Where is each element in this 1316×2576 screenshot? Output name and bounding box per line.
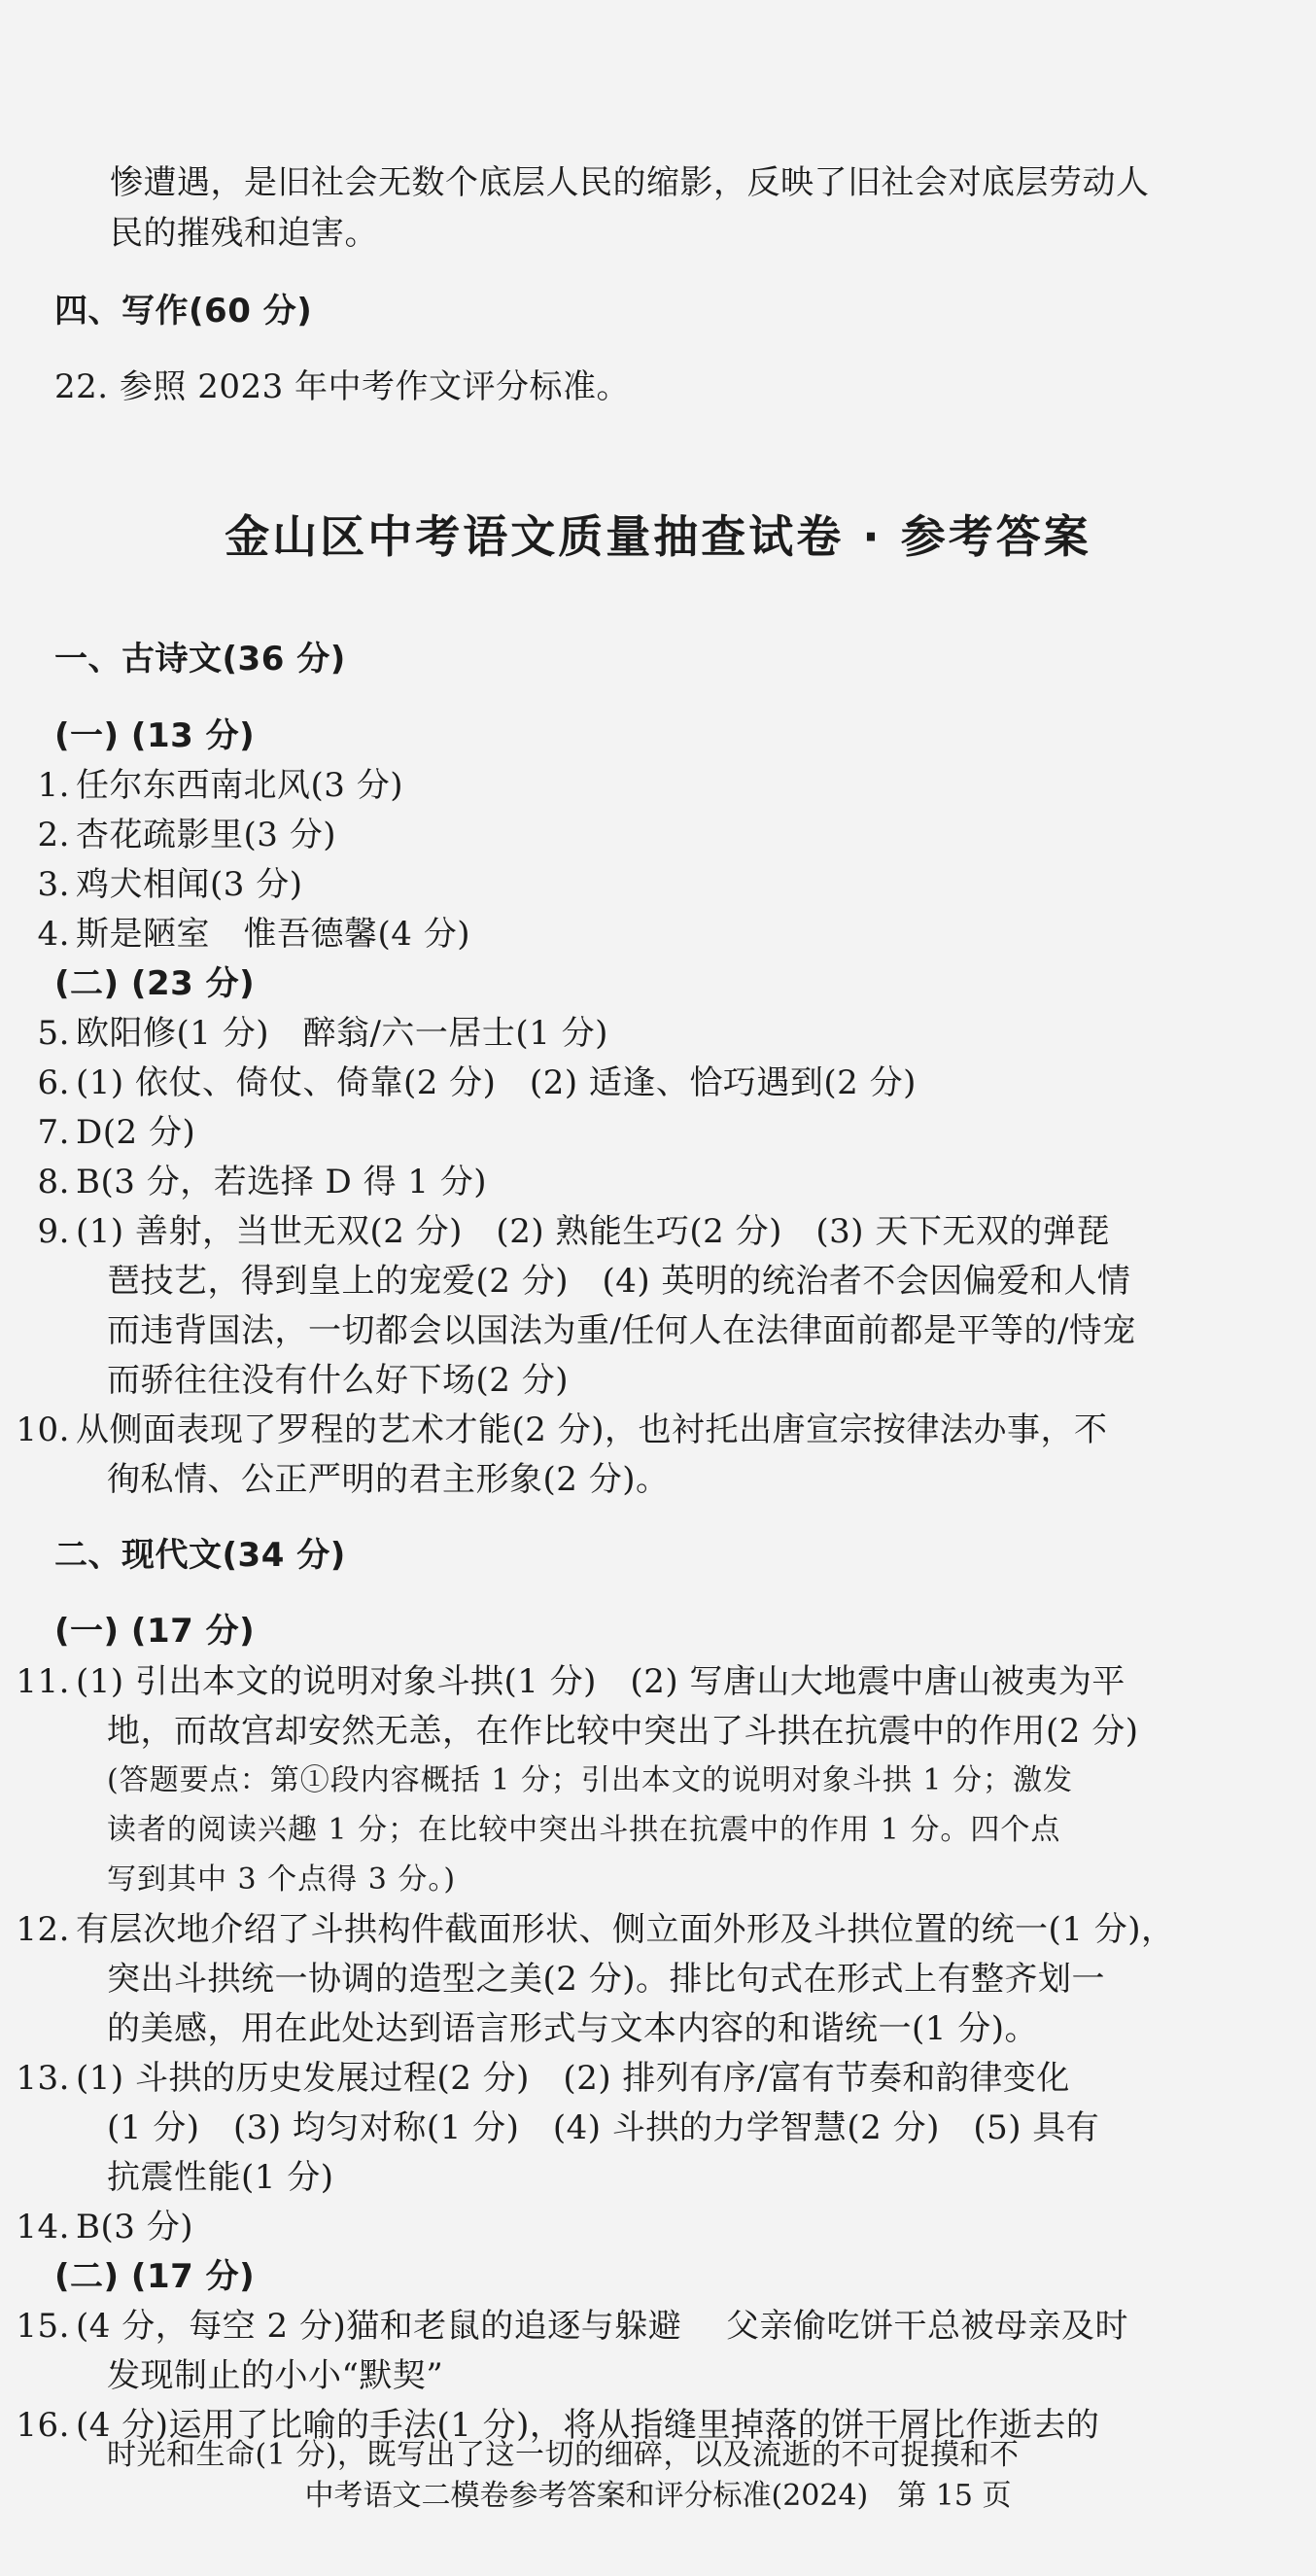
answer-text: 任尔东西南北风(3 分) [76, 766, 403, 805]
text-line: 琶技艺，得到皇上的宠爱(2 分) (4) 英明的统治者不会因偏爱和人情 [107, 1262, 1131, 1301]
answer-text: (1) 依仗、倚仗、倚靠(2 分) (2) 适逢、恰巧遇到(2 分) [76, 1063, 917, 1102]
question-number: 16. [16, 2406, 70, 2445]
answer-text: (4 分，每空 2 分)猫和老鼠的追逐与躲避 父亲偷吃饼干总被母亲及时 [76, 2307, 1129, 2346]
subsection-heading: (二) (23 分) [54, 964, 256, 1003]
text-line: 而骄往往没有什么好下场(2 分) [107, 1361, 569, 1400]
question-4 [14, 913, 470, 956]
question-number: 7. [37, 1113, 70, 1152]
question-number: 13. [16, 2059, 70, 2098]
answer-text: 鸡犬相闻(3 分) [76, 865, 303, 904]
question-10 [14, 1409, 1107, 1451]
question-11 [14, 1660, 1126, 1703]
answer-text: (1) 引出本文的说明对象斗拱(1 分) (2) 写唐山大地震中唐山被夷为平 [76, 1662, 1126, 1701]
text-line: 地，而故宫却安然无恙，在作比较中突出了斗拱在抗震中的作用(2 分) [107, 1712, 1139, 1751]
question-3 [14, 863, 302, 906]
question-12 [14, 1908, 1174, 1951]
question-number: 11. [16, 1662, 70, 1701]
question-2 [14, 814, 336, 856]
question-number: 1. [37, 766, 70, 805]
page-title: 金山区中考语文质量抽查试卷 · 参考答案 [225, 510, 1091, 563]
question-number: 14. [16, 2208, 70, 2246]
question-9 [14, 1210, 1110, 1253]
question-8 [14, 1161, 487, 1203]
subsection-heading: (二) (17 分) [54, 2257, 256, 2296]
answer-text: (4 分)运用了比喻的手法(1 分)，将从指缝里掉落的饼干屑比作逝去的 [76, 2406, 1100, 2445]
text-line: 徇私情、公正严明的君主形象(2 分)。 [107, 1460, 670, 1499]
scoring-note: (答题要点：第①段内容概括 1 分；引出本文的说明对象斗拱 1 分；激发 [107, 1763, 1074, 1797]
question-number: 12. [16, 1910, 70, 1949]
answer-text: (1) 善射，当世无双(2 分) (2) 熟能生巧(2 分) (3) 天下无双的弹琵 [76, 1212, 1110, 1251]
answer-text: 从侧面表现了罗程的艺术才能(2 分)，也衬托出唐宣宗按律法办事，不 [76, 1410, 1108, 1449]
subsection-heading: (一) (17 分) [54, 1612, 256, 1651]
section-heading: 二、现代文(34 分) [54, 1536, 346, 1575]
answer-text: 斯是陋室 惟吾德馨(4 分) [76, 915, 470, 954]
question-7 [14, 1111, 195, 1154]
question-15 [14, 2305, 1128, 2348]
text-line: 惨遭遇，是旧社会无数个底层人民的缩影，反映了旧社会对底层劳动人 [110, 163, 1150, 202]
question-1 [14, 764, 403, 807]
text-line: 而违背国法，一切都会以国法为重/任何人在法律面前都是平等的/恃宠 [107, 1311, 1136, 1350]
section-heading: 四、写作(60 分) [54, 292, 313, 331]
question-number: 4. [37, 915, 70, 954]
answer-text: D(2 分) [76, 1113, 196, 1152]
question-14 [14, 2206, 193, 2248]
answer-text: 参照 2023 年中考作文评分标准。 [119, 367, 631, 406]
page-footer: 中考语文二模卷参考答案和评分标准(2024) 第 15 页 [304, 2479, 1012, 2513]
subsection-heading: (一) (13 分) [54, 716, 256, 755]
answer-text: (1) 斗拱的历史发展过程(2 分) (2) 排列有序/富有节奏和韵律变化 [76, 2059, 1070, 2098]
answer-text: 杏花疏影里(3 分) [76, 816, 336, 854]
answer-text: 欧阳修(1 分) 醉翁/六一居士(1 分) [76, 1014, 608, 1053]
question-number: 2. [37, 816, 70, 854]
answer-text: 有层次地介绍了斗拱构件截面形状、侧立面外形及斗拱位置的统一(1 分)， [76, 1910, 1175, 1949]
question-22 [54, 366, 630, 408]
question-5 [14, 1012, 608, 1055]
question-number: 10. [16, 1410, 70, 1449]
answer-text: B(3 分，若选择 D 得 1 分) [76, 1163, 488, 1201]
text-line: 发现制止的小小“默契” [107, 2356, 444, 2395]
section-heading: 一、古诗文(36 分) [54, 640, 346, 679]
scoring-note: 写到其中 3 个点得 3 分。) [107, 1862, 457, 1897]
text-line: 民的摧残和迫害。 [110, 214, 378, 253]
question-number: 3. [37, 865, 70, 904]
question-number: 22. [54, 367, 109, 406]
text-line: 时光和生命(1 分)，既写出了这一切的细碎，以及流逝的不可捉摸和不 [107, 2438, 1020, 2472]
question-number: 5. [37, 1014, 70, 1053]
text-line: 突出斗拱统一协调的造型之美(2 分)。排比句式在形式上有整齐划一 [107, 1960, 1105, 1999]
question-number: 6. [37, 1063, 70, 1102]
question-13 [14, 2057, 1070, 2100]
text-line: 抗震性能(1 分) [107, 2158, 334, 2197]
answer-text: B(3 分) [76, 2208, 193, 2246]
text-line: (1 分) (3) 均匀对称(1 分) (4) 斗拱的力学智慧(2 分) (5) 具有 [107, 2108, 1100, 2147]
scoring-note: 读者的阅读兴趣 1 分；在比较中突出斗拱在抗震中的作用 1 分。四个点 [107, 1813, 1061, 1847]
text-line: 的美感，用在此处达到语言形式与文本内容的和谐统一(1 分)。 [107, 2009, 1038, 2048]
question-number: 8. [37, 1163, 70, 1201]
question-number: 9. [37, 1212, 70, 1251]
question-number: 15. [16, 2307, 70, 2346]
question-6 [14, 1062, 917, 1104]
